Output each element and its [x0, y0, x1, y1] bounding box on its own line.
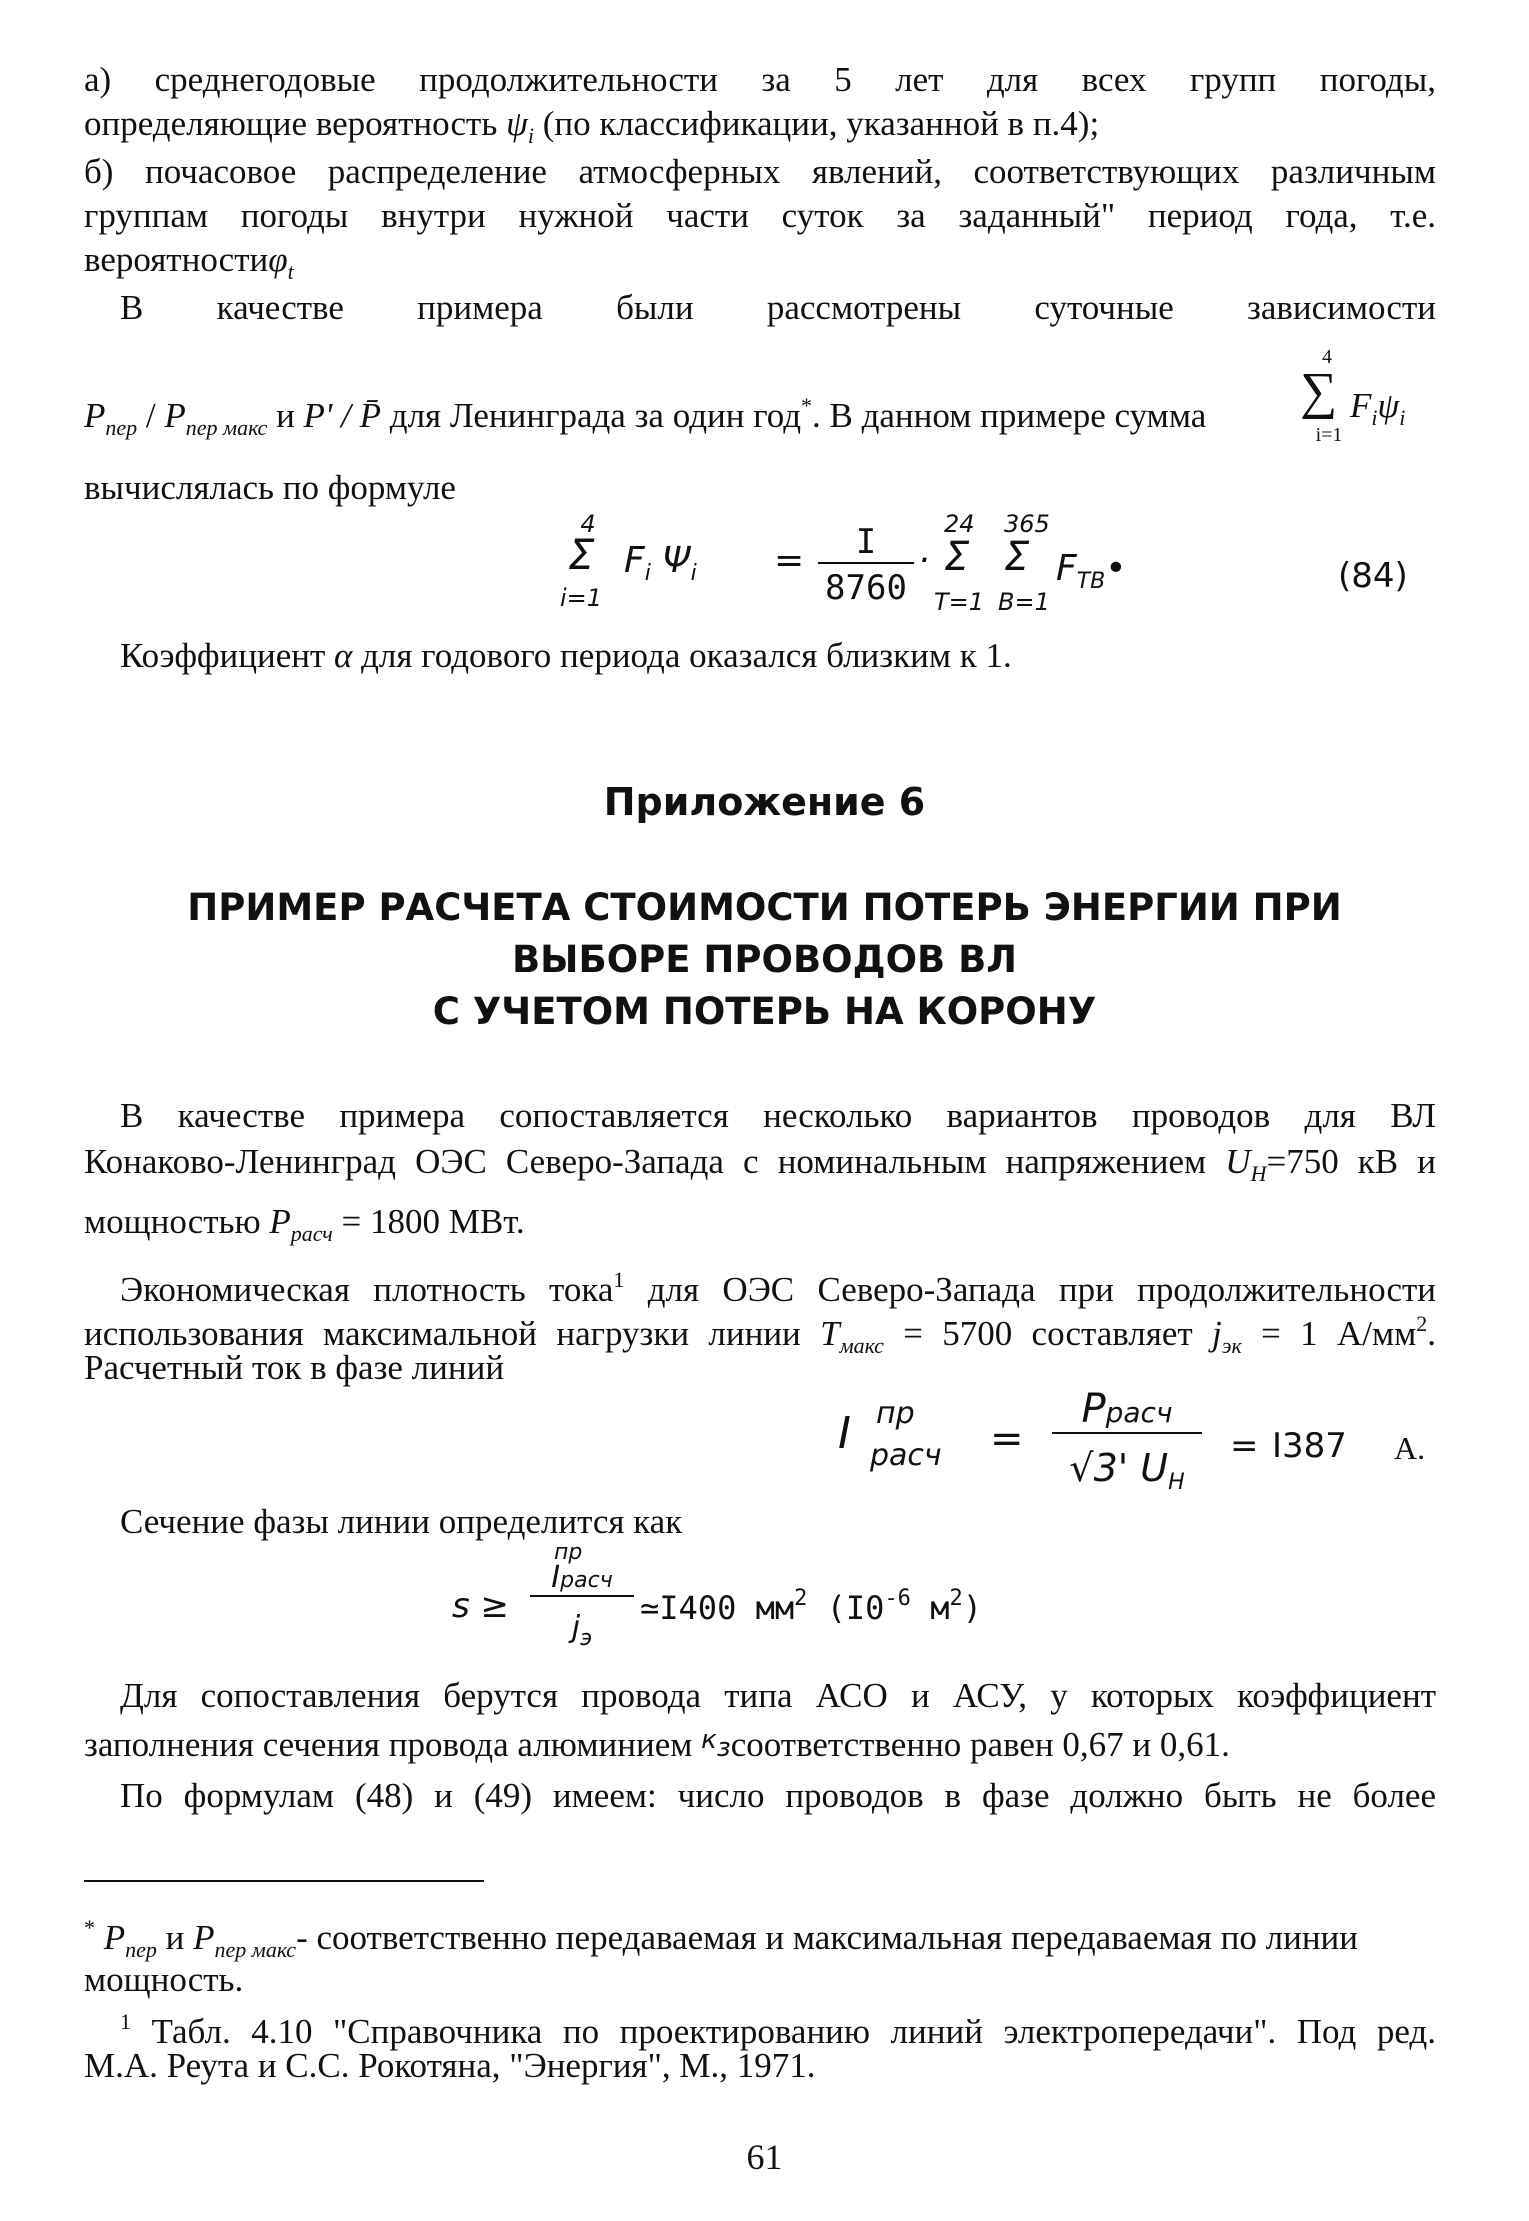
paragraph-b-text2: группам погоды внутри нужной части суток за заданный" период года, т.е.	[84, 196, 1436, 235]
paragraph-b-text1: б) почасовое распределение атмосферных явлений, соответствующих различным	[84, 152, 1436, 191]
eq-section-ge: ≥	[480, 1586, 510, 1626]
eq84-sum2-bottom: B=1	[998, 588, 1050, 616]
paragraph-b-line2	[84, 194, 1436, 238]
slash: /	[145, 396, 156, 435]
eq84-sum2-top: 365	[1004, 510, 1050, 538]
u-subscript: H	[1250, 1161, 1267, 1186]
variants-text4: мощностью	[84, 1202, 261, 1241]
eq84-f2-sub: TB	[1076, 569, 1106, 594]
eq-section-unit-sup: 2	[794, 1586, 808, 1611]
p-ratio: P' / P̄	[303, 396, 382, 435]
eq-current-p-sub: расч	[1105, 1396, 1173, 1429]
fn-p-per: P	[103, 1918, 126, 1957]
alpha-line	[120, 634, 1012, 678]
density-period: .	[1427, 1314, 1437, 1353]
eq-section-i-sub: расч	[560, 1568, 613, 1593]
variants-text1: В качестве примера сопоставляется несколько вариантов проводов для ВЛ	[120, 1096, 1436, 1135]
compare-line2	[84, 1718, 1230, 1770]
variants-line1	[120, 1094, 1436, 1138]
alpha-text1: Коэффициент	[120, 636, 326, 675]
eq84-numerator: I	[818, 522, 914, 564]
inline-sum-f: F	[1350, 386, 1372, 425]
eq84-number: (84)	[1338, 556, 1408, 596]
k-fill-symbol: к	[701, 1725, 717, 1755]
fn-text2: мощность.	[84, 1960, 244, 1999]
eq-section-denominator	[530, 1610, 634, 1651]
eq-section-result	[640, 1586, 982, 1627]
u-symbol: U	[1225, 1142, 1251, 1181]
eq-current-i-sup: пр	[876, 1396, 915, 1431]
footnote-star-marker: *	[84, 1915, 95, 1940]
phi-subscript: t	[287, 259, 294, 284]
eq84-sum1-top: 24	[944, 510, 975, 538]
eq-section-paren: (I0	[826, 1589, 885, 1627]
inline-sum-psi-sub: i	[1399, 405, 1406, 430]
p-rasch-subscript: расч	[290, 1221, 333, 1246]
eq84-dot: ·	[918, 540, 930, 581]
paragraph-a-text2: определяющие вероятность	[84, 104, 498, 143]
example-line1	[120, 286, 1436, 330]
eq84-sum-sign: Σ	[568, 530, 595, 579]
eq-section-j: j	[571, 1610, 581, 1645]
paragraph-b-text3: вероятности	[84, 240, 269, 279]
compare-text3: соответственно равен 0,67 и 0,61.	[730, 1725, 1230, 1764]
eq-current-numerator	[1052, 1386, 1202, 1434]
eq-section-approx: ≃	[640, 1589, 660, 1627]
eq84-f: F	[624, 540, 645, 581]
phi-symbol: φ	[268, 240, 288, 279]
eq-section-s-symbol: s	[452, 1586, 470, 1626]
footnote-star-line1	[84, 1906, 1358, 1972]
compare-text2: заполнения сечения провода алюминием	[84, 1725, 693, 1764]
eq84-f2: F	[1056, 548, 1077, 589]
inline-sum-top: 4	[1322, 346, 1332, 368]
eq84-sum1-bottom: T=1	[934, 588, 985, 616]
alpha-text2: для годового периода оказался близким к 1.	[361, 636, 1012, 675]
psi-symbol: ψ	[506, 104, 528, 143]
example-text3: . В данном примере сумма	[812, 396, 1207, 435]
p-rasch-symbol: P	[269, 1202, 291, 1241]
inline-sum-f-sub: i	[1371, 405, 1378, 430]
footnote-1-ref: 1	[613, 1267, 625, 1292]
eq-section-numerator	[530, 1560, 634, 1597]
paragraph-a-text1: среднегодовые продолжительности за 5 лет для всех групп погоды,	[154, 60, 1436, 99]
eq-current-lhs	[838, 1408, 851, 1459]
eq84-sum-top: 4	[580, 510, 596, 538]
example-line2	[84, 384, 1206, 450]
density-text3: использования максимальной нагрузки линии	[84, 1314, 801, 1353]
density-text4: = 5700 составляет	[903, 1314, 1193, 1353]
footnote-1-line2	[84, 2044, 816, 2088]
j-ek-symbol: j	[1212, 1314, 1222, 1353]
eq-current-unit: А.	[1394, 1430, 1426, 1466]
eq84-f-sub: i	[644, 561, 651, 586]
eq-section-j-sub: э	[580, 1626, 593, 1651]
p-per-symbol: P	[84, 396, 106, 435]
footnote-star-ref: *	[801, 393, 812, 418]
eq-section-paren-sup: -6	[884, 1586, 911, 1611]
compare-text1: Для сопоставления берутся провода типа АСО и АСУ, у которых коэффициент	[120, 1676, 1436, 1715]
eq-section-i: I	[551, 1560, 561, 1595]
t-max-subscript: макс	[839, 1333, 884, 1358]
formulas-line1	[120, 1774, 1436, 1818]
variants-text3: =750 кВ и	[1266, 1142, 1436, 1181]
p-per-max-subscript: пер макс	[185, 415, 268, 440]
variants-text2: Конаково-Ленинград ОЭС Северо-Запада с номинальным напряжением	[84, 1142, 1207, 1181]
paragraph-b-line1	[84, 150, 1436, 194]
density-line3	[84, 1346, 504, 1390]
density-text6: Расчетный ток в фазе линий	[84, 1348, 505, 1387]
example-text2: для Ленинграда за один год	[389, 396, 801, 435]
eq-section-paren-unit-sup: 2	[949, 1586, 963, 1611]
footnote-star-line2	[84, 1958, 243, 2002]
compare-line1	[120, 1674, 1436, 1718]
eq84-equals: =	[774, 540, 805, 581]
footnote-divider	[84, 1880, 484, 1882]
footnote-1-marker: 1	[120, 2009, 131, 2034]
example-text4: вычислялась по формуле	[84, 468, 456, 507]
fn-text1: - соответственно передаваемая и максимальная передаваемая по линии	[296, 1918, 1359, 1957]
paragraph-a-line1	[84, 58, 1436, 102]
p-per-subscript: пер	[105, 415, 138, 440]
eq-section-unit: мм	[755, 1589, 795, 1627]
inline-sum-term	[1350, 384, 1405, 440]
eq-current-u-sub: H	[1168, 1470, 1185, 1495]
eq-current-i-sub: расч	[870, 1438, 942, 1473]
density-text2: для ОЭС Северо-Запада при продолжительности	[647, 1270, 1437, 1309]
section-line	[120, 1500, 682, 1544]
eq-current-equals2: =	[1230, 1426, 1259, 1466]
example-line3	[84, 466, 456, 510]
p-per-max-symbol: P	[164, 396, 186, 435]
eq-current-denominator	[1052, 1446, 1202, 1495]
paragraph-a-text3: (по классификации, указанной в п.4);	[542, 104, 1100, 143]
density-text5: = 1 А/мм	[1261, 1314, 1417, 1353]
eq-section-i-sup: пр	[554, 1540, 583, 1565]
variants-text5: = 1800 МВт.	[341, 1202, 525, 1241]
j-ek-subscript: эк	[1221, 1333, 1242, 1358]
eq84-end-dot: •	[1105, 548, 1127, 589]
k-fill-subscript: з	[716, 1733, 731, 1763]
density-sq: 2	[1416, 1311, 1428, 1336]
fn-conjunction: и	[165, 1918, 185, 1957]
eq-current-i: I	[838, 1408, 851, 1459]
eq84-psi-sub: i	[690, 561, 697, 586]
inline-sum-psi: ψ	[1377, 386, 1400, 425]
eq84-psi: Ψ	[662, 540, 691, 581]
conjunction: и	[276, 396, 295, 435]
formulas-text: По формулам (48) и (49) имеем: число проводов в фазе должно быть не более	[120, 1776, 1436, 1815]
inline-sum-bottom: i=1	[1315, 424, 1343, 446]
eq-section-s	[452, 1586, 509, 1626]
fn-p-per-max: P	[193, 1918, 215, 1957]
fn-text3: Табл. 4.10 "Справочника по проектированию линий электропередачи". Под ред.	[151, 2012, 1436, 2051]
appendix-title-line3: С УЧЕТОМ ПОТЕРЬ НА КОРОНУ	[432, 990, 1097, 1033]
eq-section-value: I400	[659, 1589, 737, 1627]
eq84-denominator: 8760	[825, 568, 907, 608]
example-text1: В качестве примера были рассмотрены суточные зависимости	[120, 288, 1436, 327]
alpha-symbol: α	[334, 636, 353, 675]
section-text: Сечение фазы линии определится как	[120, 1502, 683, 1541]
page-number: 61	[746, 2137, 783, 2177]
eq84-f-term	[1056, 548, 1126, 594]
variants-line3	[84, 1200, 525, 1256]
variants-line2	[84, 1140, 1436, 1196]
eq84-sum-bottom: i=1	[560, 584, 603, 612]
eq84-sum2-sign: Σ	[1004, 534, 1030, 580]
eq84-sum1-sign: Σ	[944, 534, 970, 580]
appendix-title-line1: ПРИМЕР РАСЧЕТА СТОИМОСТИ ПОТЕРЬ ЭНЕРГИИ ПРИ	[187, 886, 1342, 929]
fn-p-per-sub: пер	[125, 1937, 157, 1962]
eq-section-paren-unit: м	[930, 1589, 950, 1627]
item-marker-a: а)	[84, 60, 112, 99]
eq-current-value: I387	[1272, 1426, 1347, 1466]
t-max-symbol: T	[820, 1314, 840, 1353]
inline-sum-sign: ∑	[1300, 363, 1338, 420]
psi-subscript: i	[527, 123, 534, 148]
eq-section-close: )	[962, 1589, 982, 1627]
appendix-title-line2: ВЫБОРЕ ПРОВОДОВ ВЛ	[511, 938, 1018, 981]
fn-p-per-max-sub: пер макс	[214, 1937, 297, 1962]
density-text1: Экономическая плотность тока	[120, 1270, 614, 1309]
eq-current-root: √3' U	[1069, 1446, 1169, 1490]
eq84-term	[624, 540, 697, 586]
eq-current-equals: =	[990, 1416, 1024, 1462]
fn-text4: М.А. Реута и С.С. Рокотяна, "Энергия", М., 1971.	[84, 2046, 816, 2085]
eq-current-p: P	[1081, 1386, 1106, 1432]
appendix-label: Приложение 6	[603, 780, 926, 824]
